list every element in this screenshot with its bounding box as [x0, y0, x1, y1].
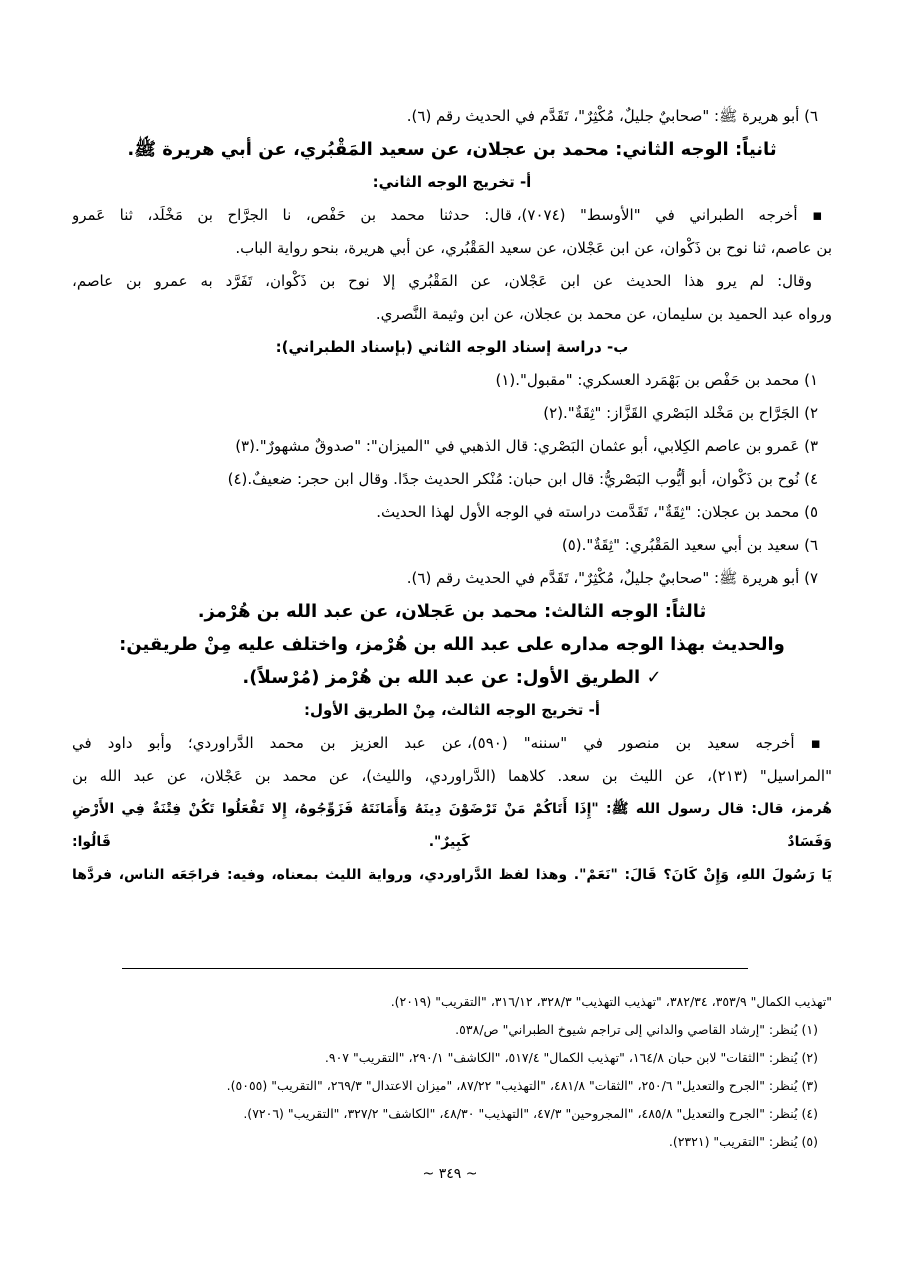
footnote-continuation: "تهذيب الكمال" ٣٥٣/٩، ٣٨٢/٣٤، "تهذيب التهذيب" ٣٢٨/٣، ٣١٦/١٢، "التقريب" (٢٠١٩). — [390, 994, 832, 1009]
page-body — [72, 100, 832, 892]
paragraph-line: بن عاصم، ثنا نوح بن ذَكْوان، عن ابن عَجْلان، عن سعيد المَقْبُري، عن أبي هريرة، بنحو رواية الباب. — [235, 239, 832, 257]
footnote: (٤) يُنظر: "الجرح والتعديل" ٤٨٥/٨، "المجروحين" ٤٧/٣، "التهذيب" ٤٨/٣٠، "الكاشف" ٣٢٧/٢، "التقريب" (٧٢٠٦). — [243, 1106, 818, 1121]
section-heading: والحديث بهذا الوجه مداره على عبد الله بن هُرْمز، واختلف عليه مِنْ طريقين: — [119, 634, 785, 655]
section-heading: ثانياً: الوجه الثاني: محمد بن عجلان، عن سعيد المَقْبُري، عن أبي هريرة ﷺ. — [127, 139, 777, 160]
footnote: (٣) يُنظر: "الجرح والتعديل" ٢٥٠/٦، "الثقات" ٤٨١/٨، "التهذيب" ٨٧/٢٢، "ميزان الاعتدال" ٢٦٩/٣، "التقريب" (٥٠٥٥). — [226, 1078, 818, 1093]
footnote: (٥) يُنظر: "التقريب" (٢٣٢١). — [668, 1134, 818, 1149]
footnote: (٢) يُنظر: "الثقات" لابن حبان ١٦٤/٨، "تهذيب الكمال" ٥١٧/٤، "الكاشف" ٢٩٠/١، "التقريب" ٩٠٧. — [324, 1050, 818, 1065]
paragraph-line: ▪ أخرجه الطبراني في "الأوسط" (٧٠٧٤)، قال: حدثنا محمد بن حَفْص، نا الجرَّاح بن مَخْلَد، ثنا عَمرو — [72, 206, 832, 224]
narrator-line: ١) محمد بن حَفْص بن بَهْمَرد العسكري: "مقبول".(١) — [495, 371, 818, 389]
hadith-text-line: هُرمز، قال: قال رسول الله ﷺ: "إِذَا أَتَاكُمْ مَنْ تَرْضَوْنَ دِينَهُ وَأَمَانَتَهُ فَزَوِّجُوهُ، إِلا تَفْعَلُوا تَكُنْ فِتْنَةٌ فِي الأَرْضِ وَفَسَادٌ كَبِيرٌ". قَالُوا: — [72, 801, 832, 850]
section-heading: ✓ الطريق الأول: عن عبد الله بن هُرْمز (مُرْسلاً). — [242, 667, 662, 688]
subsection-heading: ب- دراسة إسناد الوجه الثاني (بإسناد الطبراني): — [275, 338, 629, 356]
narrator-line: ٤) نُوح بن ذَكْوان، أبو أيُّوب البَصْريُّ: قال ابن حبان: مُنْكر الحديث جدًا. وقال ابن حجر: ضعيفٌ.(٤) — [227, 470, 818, 488]
narrator-line: ٢) الجَرَّاح بن مَخْلد البَصْري القَزَّاز: "ثِقَةٌ".(٢) — [543, 404, 818, 422]
subsection-heading: أ- تخريج الوجه الثالث، مِنْ الطريق الأول: — [303, 701, 601, 719]
narrator-line: ٧) أبو هريرة ﷺ: "صحابيٌ جليلٌ، مُكْثِرٌ"، تَقَدَّم في الحديث رقم (٦). — [406, 569, 818, 587]
subsection-heading: أ- تخريج الوجه الثاني: — [372, 173, 532, 191]
page-number: ~ ٣٤٩ ~ — [422, 1166, 478, 1182]
narrator-line: ٦) سعيد بن أبي سعيد المَقْبُري: "ثِقَةٌ".(٥) — [561, 536, 818, 554]
narrator-line: ٦) أبو هريرة ﷺ: "صحابيٌ جليلٌ، مُكْثِرٌ"، تَقَدَّم في الحديث رقم (٦). — [406, 107, 818, 125]
section-heading: ثالثاً: الوجه الثالث: محمد بن عَجلان، عن عبد الله بن هُرْمز. — [197, 601, 707, 622]
footnote: (١) يُنظر: "إرشاد القاصي والداني إلى تراجم شيوخ الطبراني" ص/٥٣٨. — [455, 1022, 818, 1037]
paragraph-line: ▪ أخرجه سعيد بن منصور في "سننه" (٥٩٠)، عن عبد العزيز بن محمد الدَّراوردي؛ وأبو داود في — [72, 734, 832, 752]
narrator-line: ٥) محمد بن عجلان: "ثِقَةٌ"، تَقَدَّمت دراسته في الوجه الأول لهذا الحديث. — [376, 503, 818, 521]
paragraph-line: وقال: لم يرو هذا الحديث عن ابن عَجْلان، عن المَقْبُري إلا نوح بن ذَكْوان، تَفَرَّد به عمرو بن عاصم، — [72, 272, 812, 290]
paragraph-line: ورواه عبد الحميد بن سليمان، عن محمد بن عجلان، عن ابن وثيمة النَّصري. — [375, 305, 832, 323]
paragraph-line: "المراسيل" (٢١٣)، عن الليث بن سعد. كلاهما (الدَّراوردي، والليث)، عن محمد بن عَجْلان، عن عبد الله بن — [72, 767, 832, 785]
hadith-text-line: يَا رَسُولَ اللهِ، وَإِنْ كَانَ؟ قَالَ: "نَعَمْ". وهذا لفظ الدَّراوردي، ورواية الليث بمعناه، وفيه: فراجَعَه الناس، فردَّها — [72, 867, 832, 883]
footnote-separator — [122, 968, 748, 969]
narrator-line: ٣) عَمرو بن عاصم الكِلابي، أبو عثمان البَصْري: قال الذهبي في "الميزان": "صدوقٌ مشهورٌ".(٣) — [235, 437, 818, 455]
footnotes — [72, 988, 832, 1156]
